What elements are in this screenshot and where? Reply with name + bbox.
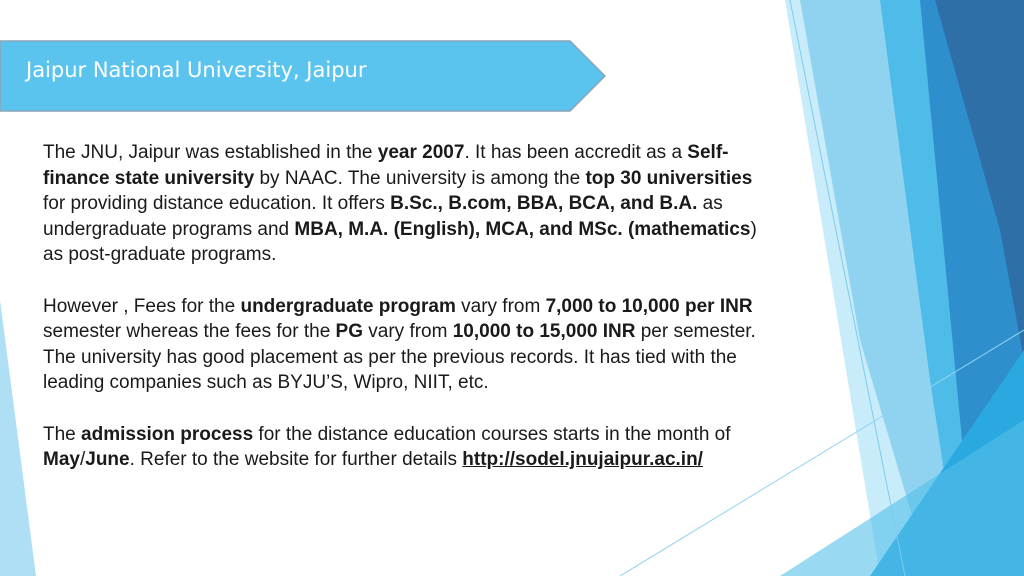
- text-segment: vary from: [363, 321, 453, 343]
- text-segment: vary from: [455, 295, 546, 317]
- slide-content: [43, 140, 759, 498]
- highlight-admission: admission process: [81, 423, 254, 445]
- text-segment: per semester. The university has good placement as per the previous records. It has tied with the leading companies such as BYJU’S, Wipro, NIIT, etc.: [43, 321, 756, 394]
- highlight-year: year 2007: [377, 142, 465, 163]
- text-segment: as undergraduate programs and: [43, 193, 723, 240]
- highlight-ug: undergraduate program: [240, 295, 456, 317]
- highlight-month-may: May: [43, 449, 80, 471]
- highlight-ranking: top 30 universities: [585, 167, 753, 189]
- highlight-pg: PG: [335, 321, 363, 343]
- highlight-pg-fees: 10,000 to 15,000 INR: [452, 321, 636, 343]
- text-segment: The JNU, Jaipur was established in the: [43, 142, 378, 163]
- left-accent-stripe: [0, 300, 36, 576]
- highlight-status: Self-finance state university: [43, 142, 729, 189]
- highlight-ug-fees: 7,000 to 10,000 per INR: [545, 295, 753, 317]
- text-segment: ) as post-graduate programs.: [43, 218, 757, 266]
- text-segment: for providing distance education. It offers: [43, 193, 391, 215]
- highlight-month-june: June: [85, 449, 130, 471]
- website-link[interactable]: http://sodel.jnujaipur.ac.in/: [462, 449, 703, 471]
- slide-title: Jaipur National University, Jaipur: [26, 58, 367, 82]
- highlight-pg-programs: MBA, M.A. (English), MCA, and MSc. (mathematics: [294, 218, 751, 240]
- paragraph-admission: [43, 422, 759, 473]
- text-segment: However , Fees for the: [43, 295, 241, 317]
- highlight-ug-programs: B.Sc., B.com, BBA, BCA, and B.A.: [390, 193, 698, 215]
- text-segment: . It has been accredit as a: [464, 142, 688, 163]
- text-segment: . Refer to the website for further details: [129, 449, 463, 471]
- text-segment: for the distance education courses starts in the month of: [253, 423, 731, 445]
- text-segment: The: [43, 423, 82, 445]
- text-segment: by NAAC. The university is among the: [254, 167, 586, 189]
- paragraph-establishment: [43, 140, 759, 268]
- paragraph-fees: [43, 294, 759, 396]
- text-segment: semester whereas the fees for the: [43, 321, 336, 343]
- text-segment: /: [79, 449, 86, 471]
